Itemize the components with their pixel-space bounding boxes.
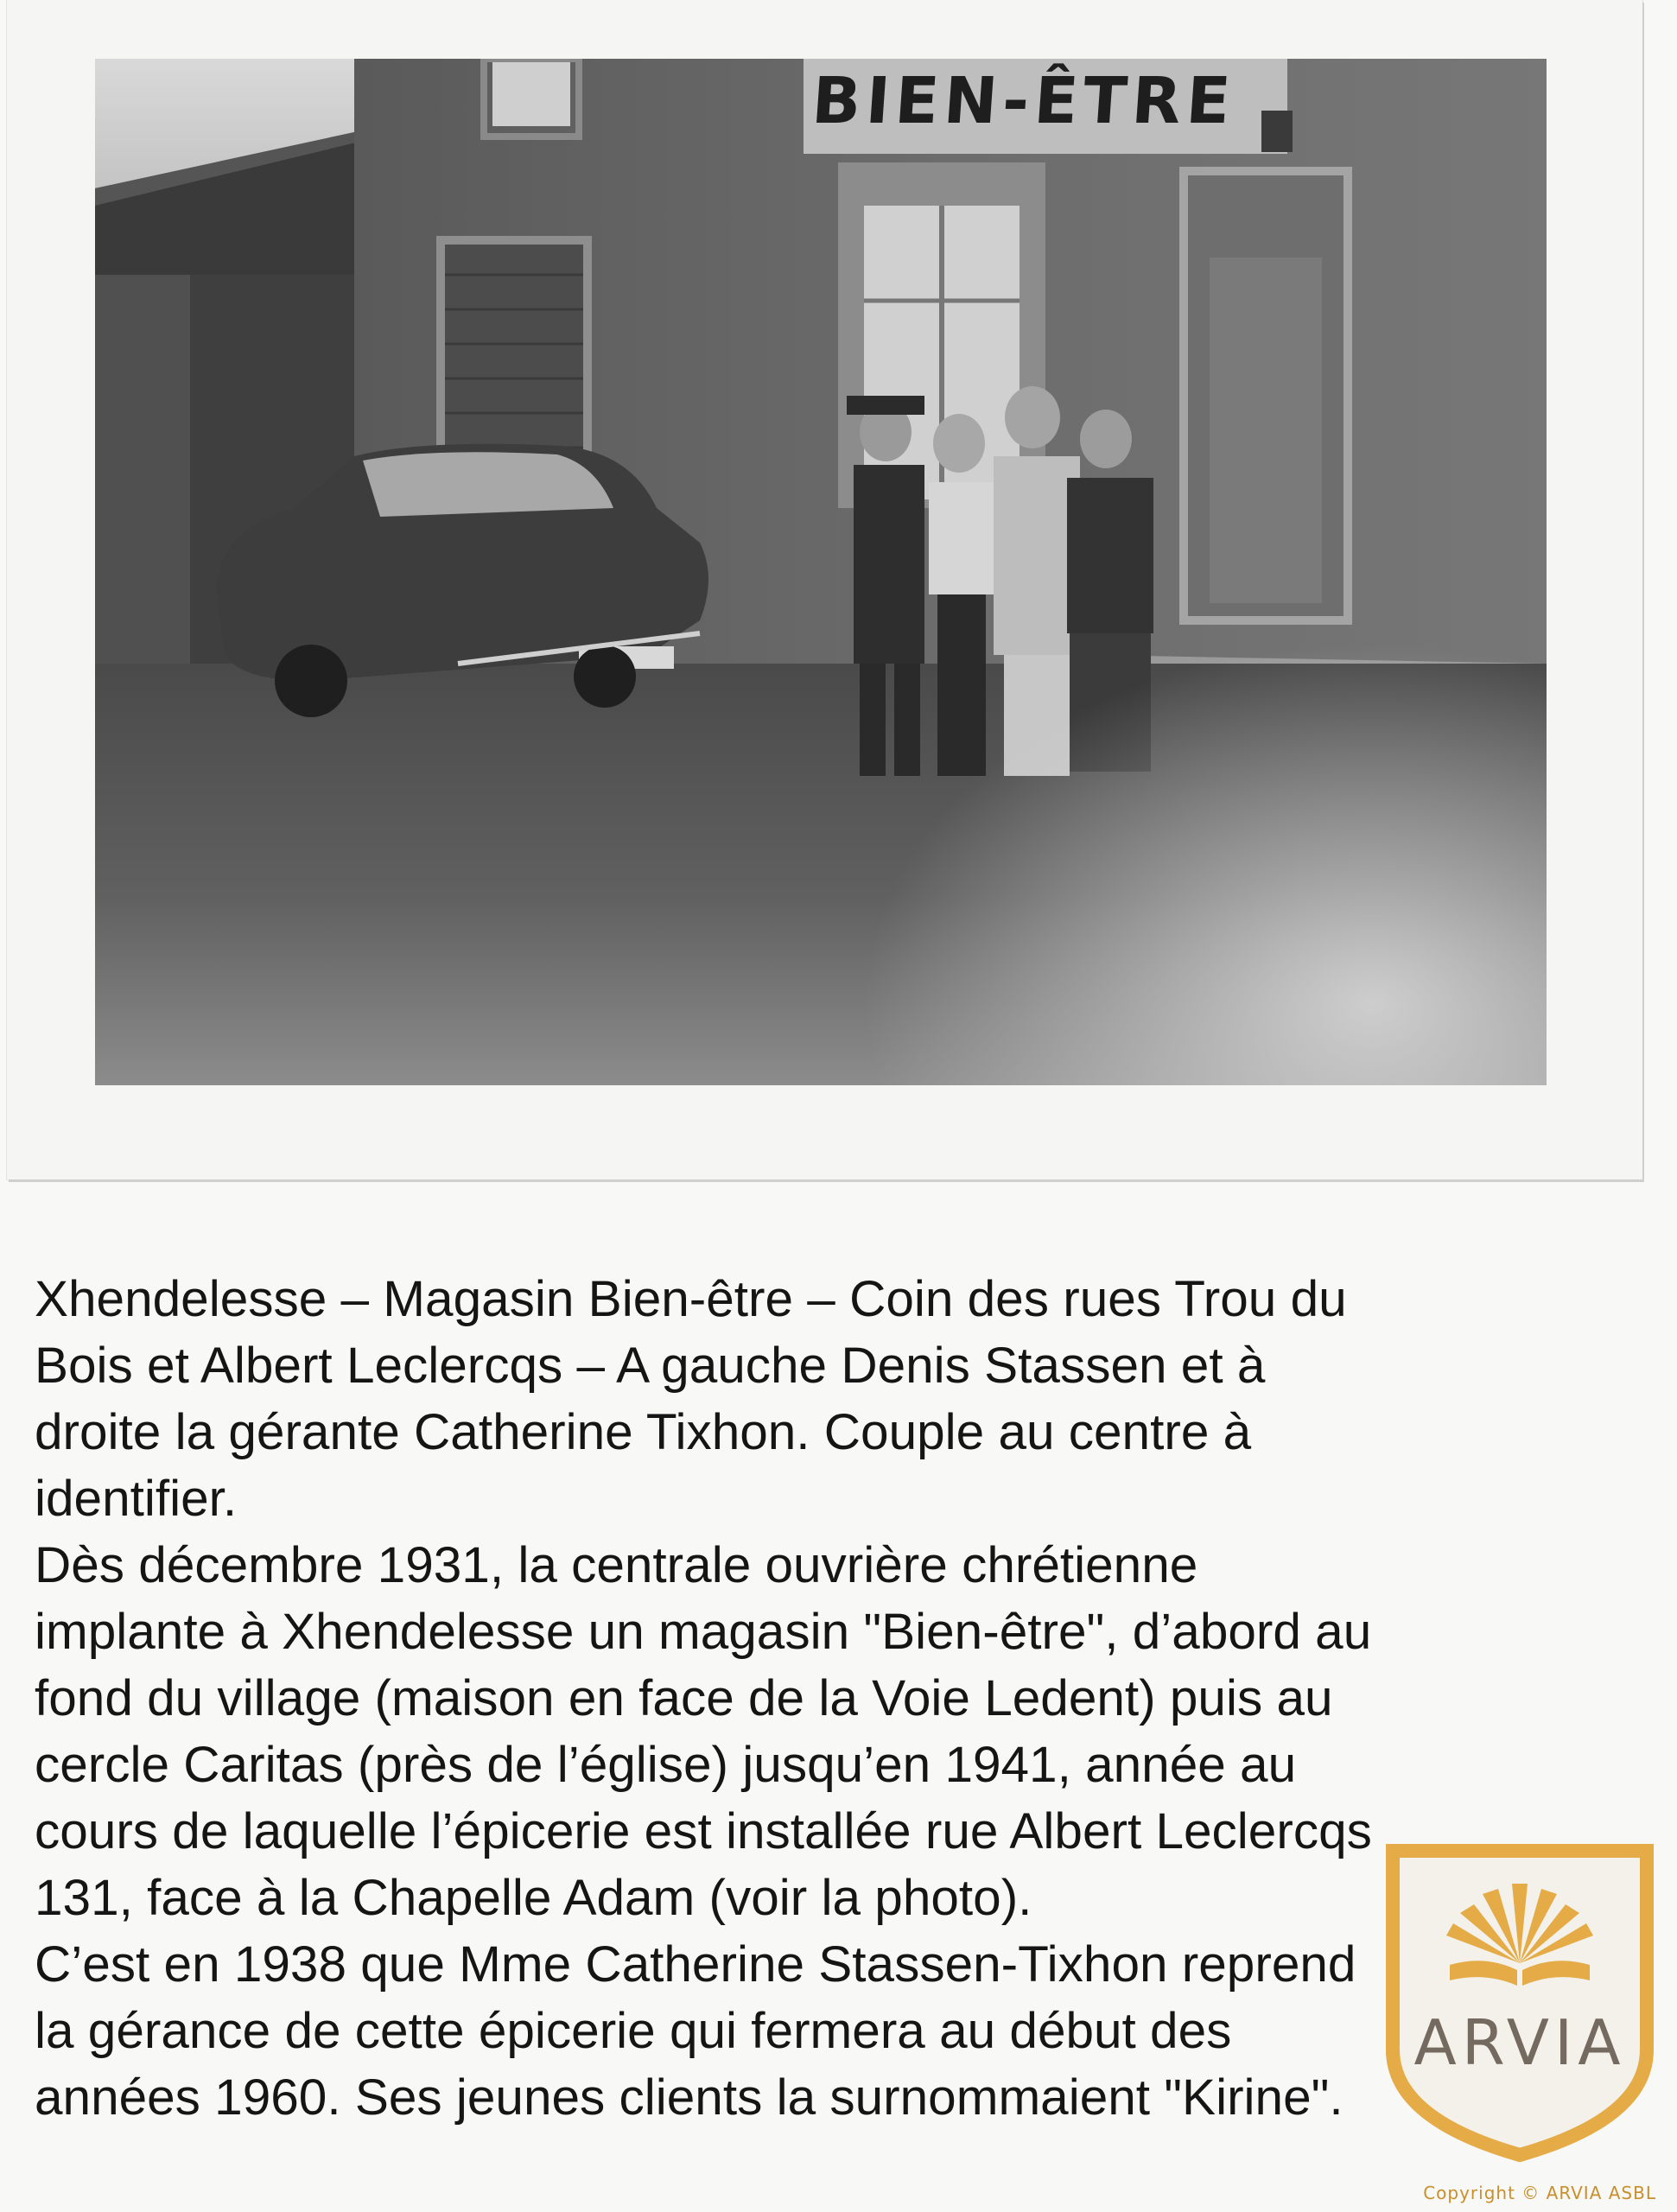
caption-line: années 1960. Ses jeunes clients la surnommaient "Kirine". bbox=[35, 2069, 1344, 2126]
caption-line: implante à Xhendelesse un magasin "Bien-être", d’abord au bbox=[35, 1604, 1372, 1660]
badge-label: ARVIA bbox=[1413, 2006, 1626, 2079]
caption-line: cours de laquelle l’épicerie est installée rue Albert Leclercqs bbox=[35, 1803, 1372, 1859]
caption-line: 131, face à la Chapelle Adam (voir la photo). bbox=[35, 1870, 1032, 1926]
caption-line: C’est en 1938 que Mme Catherine Stassen-Tixhon reprend bbox=[35, 1936, 1356, 1993]
caption-line: droite la gérante Catherine Tixhon. Couple au centre à bbox=[35, 1404, 1252, 1460]
caption-line: Bois et Albert Leclercqs – A gauche Denis Stassen et à bbox=[35, 1338, 1266, 1394]
caption-line: Dès décembre 1931, la centrale ouvrière chrétienne bbox=[35, 1537, 1198, 1593]
sunrise-book-icon bbox=[1381, 1834, 1659, 2164]
photo-print bbox=[7, 0, 1642, 1179]
archival-photo bbox=[95, 59, 1547, 1085]
caption-line: identifier. bbox=[35, 1471, 238, 1527]
shop-sign-lettering: BIEN-ÊTRE bbox=[809, 64, 1238, 138]
photo-scene bbox=[95, 59, 1547, 1085]
caption-line: Xhendelesse – Magasin Bien-être – Coin des rues Trou du bbox=[35, 1271, 1347, 1327]
caption-line: la gérance de cette épicerie qui fermera au début des bbox=[35, 2003, 1232, 2059]
caption-line: fond du village (maison en face de la Voie Ledent) puis au bbox=[35, 1670, 1333, 1726]
copyright-notice: Copyright © ARVIA ASBL bbox=[1423, 2183, 1656, 2203]
arvia-logo-badge bbox=[1381, 1834, 1659, 2164]
caption-line: cercle Caritas (près de l’église) jusqu’en 1941, année au bbox=[35, 1737, 1297, 1793]
